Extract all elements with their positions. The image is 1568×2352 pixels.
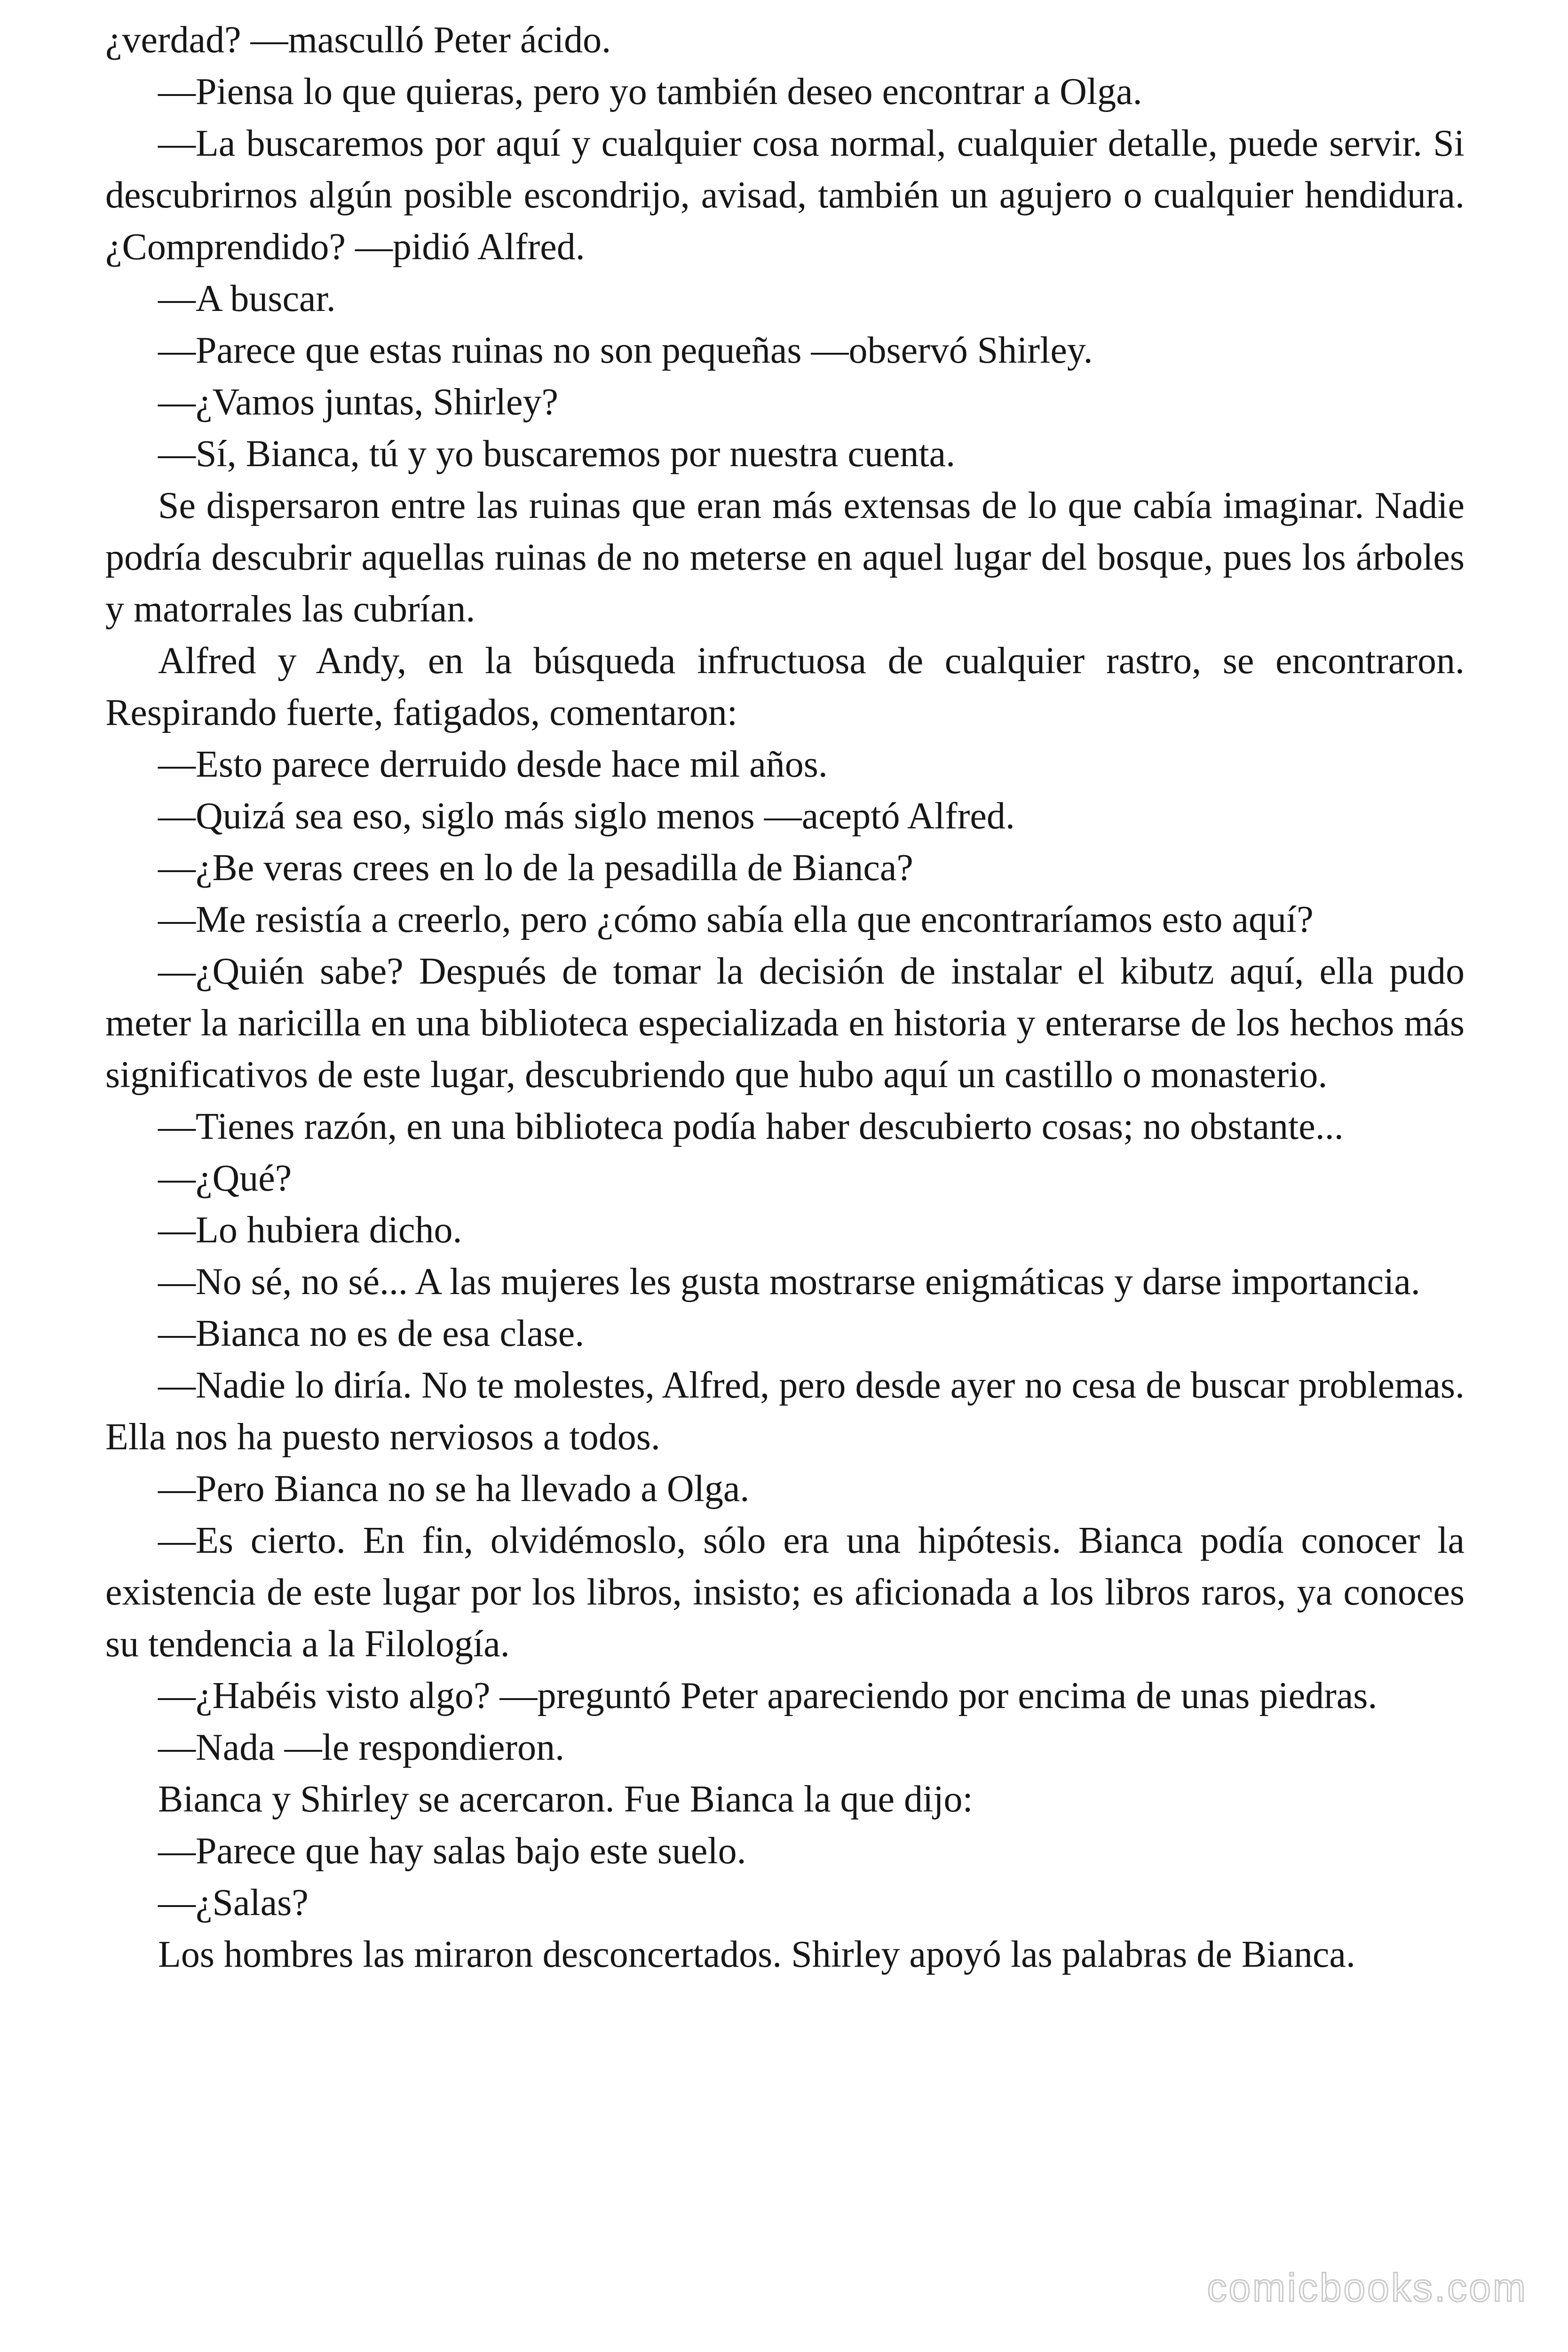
paragraph: —Quizá sea eso, siglo más siglo menos —aceptó Alfred. — [158, 795, 1015, 837]
paragraph: —Esto parece derruido desde hace mil años. — [158, 744, 828, 785]
paragraph: Alfred y Andy, en la búsqueda infructuosa de cualquier rastro, se encontraron. Respirando fuerte, fatigados, comentaron: — [105, 640, 1465, 733]
paragraph: —¿Vamos juntas, Shirley? — [158, 381, 558, 423]
paragraph: —¿Quién sabe? Después de tomar la decisión de instalar el kibutz aquí, ella pudo meter la naricilla en una biblioteca especializada en historia y enterarse de los hechos más significativos de este lugar, descubriendo que hubo aquí un castillo o monasterio. — [105, 951, 1465, 1096]
paragraph: —Me resistía a creerlo, pero ¿cómo sabía ella que encontraríamos esto aquí? — [158, 899, 1314, 940]
watermark: comicbooks.com — [1207, 2265, 1528, 2310]
paragraph: —Tienes razón, en una biblioteca podía haber descubierto cosas; no obstante... — [158, 1106, 1344, 1147]
paragraph: —Sí, Bianca, tú y yo buscaremos por nuestra cuenta. — [158, 433, 956, 475]
paragraph: —No sé, no sé... A las mujeres les gusta mostrarse enigmáticas y darse importancia. — [158, 1261, 1420, 1303]
paragraph: —Parece que hay salas bajo este suelo. — [158, 1830, 746, 1872]
body-text — [105, 14, 1465, 1980]
paragraph: —¿Qué? — [158, 1158, 292, 1199]
paragraph: —¿Habéis visto algo? —preguntó Peter apareciendo por encima de unas piedras. — [158, 1675, 1378, 1716]
paragraph: —Es cierto. En fin, olvidémoslo, sólo era una hipótesis. Bianca podía conocer la existencia de este lugar por los libros, insisto; es aficionada a los libros raros, ya conoces su tendencia a la Filología. — [105, 1520, 1465, 1665]
paragraph: —¿Salas? — [158, 1882, 309, 1923]
paragraph: —A buscar. — [158, 278, 336, 319]
paragraph: —La buscaremos por aquí y cualquier cosa normal, cualquier detalle, puede servir. Si descubrirnos algún posible escondrijo, avisad, también un agujero o cualquier hendidura. ¿Comprendido? —pidió Alfred. — [105, 123, 1465, 268]
paragraph: Bianca y Shirley se acercaron. Fue Bianca la que dijo: — [158, 1779, 973, 1820]
paragraph: —Bianca no es de esa clase. — [158, 1313, 585, 1354]
paragraph: —Parece que estas ruinas no son pequeñas —observó Shirley. — [158, 330, 1093, 371]
paragraph: —Nada —le respondieron. — [158, 1727, 565, 1768]
paragraph: —Piensa lo que quieras, pero yo también deseo encontrar a Olga. — [158, 71, 1142, 112]
paragraph: —Pero Bianca no se ha llevado a Olga. — [158, 1468, 750, 1510]
paragraph: ¿verdad? —masculló Peter ácido. — [105, 19, 611, 61]
paragraph: —Lo hubiera dicho. — [158, 1209, 462, 1251]
paragraph: Los hombres las miraron desconcertados. Shirley apoyó las palabras de Bianca. — [158, 1934, 1355, 1975]
paragraph: Se dispersaron entre las ruinas que eran más extensas de lo que cabía imaginar. Nadie podría descubrir aquellas ruinas de no meterse en aquel lugar del bosque, pues los árboles y matorrales las cubrían. — [105, 485, 1465, 630]
paragraph: —Nadie lo diría. No te molestes, Alfred, pero desde ayer no cesa de buscar problemas. Ella nos ha puesto nerviosos a todos. — [105, 1365, 1465, 1458]
paragraph: —¿Be veras crees en lo de la pesadilla de Bianca? — [158, 847, 913, 889]
